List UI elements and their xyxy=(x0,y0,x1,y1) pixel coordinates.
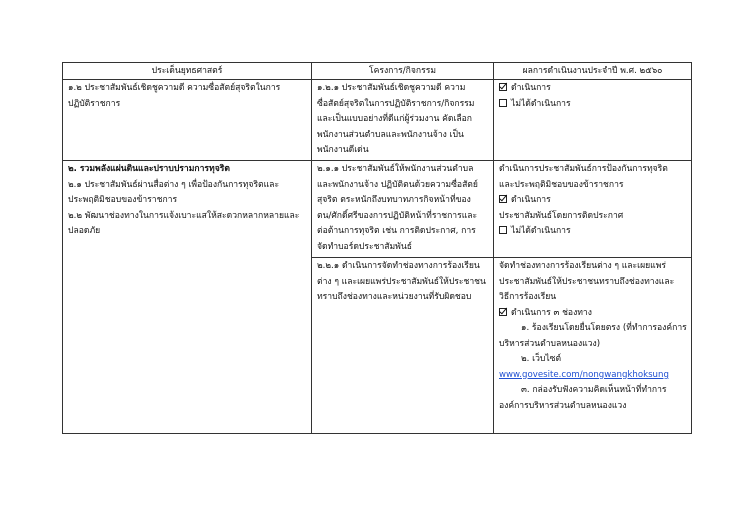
cell-line: บริหารส่วนตำบลหนองแวง) xyxy=(499,338,601,349)
cell-line: ๑.๒.๑ ประชาสัมพันธ์เชิดชูความดี ความ xyxy=(317,83,466,93)
header-strategy: ประเด็นยุทธศาสตร์ xyxy=(63,63,312,80)
cell-line: ต่อต้านการทุจริต เช่น การติดประกาศ, การ xyxy=(317,226,476,236)
cell-line: ซื่อสัตย์สุจริตในการปฏิบัติราชการ/กิจกรรม xyxy=(317,98,475,109)
cell-line: ๒. เว็บไซต์ xyxy=(521,354,562,364)
cell-line: และพนักงานจ้าง ปฏิบัติตนด้วยความซื่อสัตย์ xyxy=(317,179,478,190)
cell-line: พนักงานดีเด่น xyxy=(317,145,369,155)
option-label: ไม่ได้ดำเนินการ xyxy=(511,226,571,236)
option-label: ดำเนินการ ๓ ช่องทาง xyxy=(511,307,592,318)
strategy-results-table xyxy=(62,62,692,434)
option-label: ดำเนินการ xyxy=(511,83,551,93)
row1-result-cell xyxy=(494,80,692,161)
cell-line: ๒.๑ ประชาสัมพันธ์ผ่านสื่อต่าง ๆ เพื่อป้องกันการทุจริตและ xyxy=(68,179,280,190)
cell-line: ๒.๑.๑ ประชาสัมพันธ์ให้พนักงานส่วนตำบล xyxy=(317,164,474,174)
cell-line: ปฏิบัติราชการ xyxy=(68,98,121,109)
cell-line: พนักงานส่วนตำบลและพนักงานจ้าง เป็น xyxy=(317,129,464,140)
cell-line: ประชาสัมพันธ์โดยการติดประกาศ xyxy=(499,210,624,221)
option-label: ดำเนินการ xyxy=(511,195,551,205)
cell-line: จัดทำบอร์ดประชาสัมพันธ์ xyxy=(317,241,412,252)
option-not-done xyxy=(499,224,686,240)
cell-line: ดำเนินการประชาสัมพันธ์การป้องกันการทุจริต xyxy=(499,164,668,174)
cell-line: ๒.๒.๑ ดำเนินการจัดทำช่องทางการร้องเรียน xyxy=(317,261,480,271)
row3-result-cell xyxy=(494,258,692,434)
cell-line: วิธีการร้องเรียน xyxy=(499,292,557,302)
cell-line: ประชาสัมพันธ์ให้ประชาชนทราบถึงช่องทางและ xyxy=(499,276,675,287)
cell-line: ตน/ศักดิ์ศรีของการปฏิบัติหน้าที่ราชการและ xyxy=(317,210,478,221)
checked-box-icon xyxy=(499,308,507,316)
cell-line: สุจริต ตระหนักถึงบทบาทภารกิจหน้าที่ของ xyxy=(317,195,471,205)
cell-line: จัดทำช่องทางการร้องเรียนต่าง ๆ และเผยแพร่ xyxy=(499,261,666,271)
cell-line: ประพฤติมิชอบของข้าราชการ xyxy=(68,195,178,205)
empty-box-icon xyxy=(499,99,507,107)
table-row xyxy=(63,80,692,161)
website-link[interactable]: www.govesite.com/nongwangkhoksung xyxy=(499,369,669,380)
header-project: โครงการ/กิจกรรม xyxy=(312,63,494,80)
row1-strategy-cell xyxy=(63,80,312,161)
checked-box-icon xyxy=(499,195,507,203)
cell-line: องค์การบริหารส่วนตำบลหนองแวง xyxy=(499,400,627,411)
row1-project-cell xyxy=(312,80,494,161)
cell-line: ๓. กล่องรับฟังความคิดเห็นหน้าที่ทำการ xyxy=(521,385,667,395)
cell-line: และประพฤติมิชอบของข้าราชการ xyxy=(499,179,624,190)
table-row xyxy=(63,161,692,258)
cell-line: ๑. ร้องเรียนโดยยื่นโดยตรง (ที่ทำการองค์การ xyxy=(521,323,687,333)
table-header-row xyxy=(63,63,692,80)
cell-line: และเป็นแบบอย่างที่ดีแก่ผู้ร่วมงาน คัดเลือก xyxy=(317,114,473,124)
cell-line: ทราบถึงช่องทางและหน่วยงานที่รับผิดชอบ xyxy=(317,292,472,302)
option-done xyxy=(499,306,686,322)
cell-line: ๑.๒ ประชาสัมพันธ์เชิดชูความดี ความซื่อสัตย์สุจริตในการ xyxy=(68,83,281,93)
row2-project-cell xyxy=(312,161,494,258)
strategy-heading: ๒. รวมพลังแผ่นดินและปราบปรามการทุจริต xyxy=(68,164,230,174)
row2-result-cell xyxy=(494,161,692,258)
option-done xyxy=(499,81,686,97)
row3-project-cell xyxy=(312,258,494,434)
cell-line: ต่าง ๆ และเผยแพร่ประชาสัมพันธ์ให้ประชาชน xyxy=(317,276,486,287)
option-not-done xyxy=(499,97,686,113)
row2-strategy-cell xyxy=(63,161,312,434)
empty-box-icon xyxy=(499,226,507,234)
option-label: ไม่ได้ดำเนินการ xyxy=(511,98,571,109)
header-result: ผลการดำเนินงานประจำปี พ.ศ. ๒๕๖๐ xyxy=(494,63,692,80)
option-done xyxy=(499,193,686,209)
cell-line: ปลอดภัย xyxy=(68,226,101,236)
checked-box-icon xyxy=(499,83,507,91)
cell-line: ๒.๒ พัฒนาช่องทางในการแจ้งเบาะแสให้สะดวกหลากหลายและ xyxy=(68,210,300,221)
